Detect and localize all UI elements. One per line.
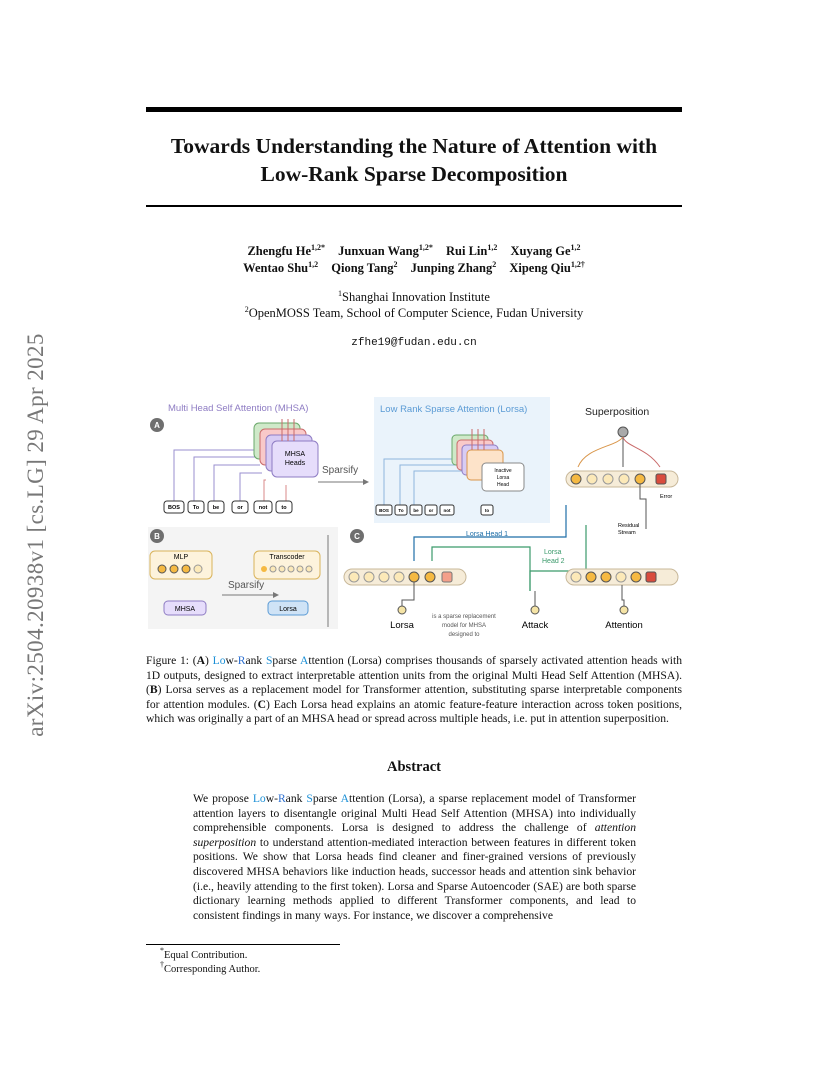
title-bottom-rule [146,205,682,207]
transcoder-label: Transcoder [269,554,305,561]
title-line-2: Low-Rank Sparse Decomposition [260,162,568,186]
token: or [428,508,434,513]
token: to [281,505,287,511]
mlp-label: MLP [173,554,189,561]
mhsa-heads-line1: MHSA [284,451,306,458]
inactive-line3: Head [497,482,509,488]
attack-label: Attack [521,620,549,631]
arxiv-id[interactable]: arXiv:2504.20938v1 [cs.LG] 29 Apr 2025 [23,333,48,737]
figure-caption: Figure 1: (A) Low-Rank Sparse Attention (Lorsa) comprises thousands of sparsely activated attention heads with 1D outputs, designed to extract interpretable attention units from the original Multi Head Self Attention (MHSA). (B) Lorsa serves as a replacement model for Transformer attention, substituting sparse interpretable components for attention modules. (C) Each Lorsa head explains an atomic feature-feature interaction across token positions, which was originally a part of an MHSA head or spread across multiple heads, i.e. put in attention superposition. [146,654,682,726]
panel-c-label: C [354,532,360,541]
lorsa-title: Low Rank Sparse Attention (Lorsa) [380,404,528,415]
panel-b-label: B [154,532,160,541]
mhsa-title: Multi Head Self Attention (MHSA) [168,403,309,414]
lorsa-bottom-label: Lorsa [390,620,414,631]
authors-row-1 [146,242,682,260]
sparsify-label-b: Sparsify [228,580,265,591]
lorsa-head2-line2: Head 2 [542,558,565,565]
residual-line1: Residual [618,523,640,529]
error-label: Error [660,494,673,500]
replacement-line2: model for MHSA [441,623,487,629]
superposition-title: Superposition [585,406,650,418]
footnote-corresponding: †Corresponding Author. [160,960,261,975]
panel-a [150,403,368,513]
token: be [413,508,419,513]
author: Rui Lin$^{1,2}$ [446,243,498,258]
lorsa-head-1: Lorsa Head 1 [466,531,509,538]
token: To [398,508,404,513]
title-line-1: Towards Understanding the Nature of Attention with [170,134,658,158]
token: To [192,505,200,511]
panel-b [148,527,338,629]
token: be [212,505,220,511]
mhsa-box-label: MHSA [174,606,196,613]
author: Wentao Shu$^{1,2}$ [243,260,319,275]
panel-superposition [566,406,678,536]
figure-1 [146,395,682,645]
token: BOS [379,508,389,513]
author: Qiong Tang$^2$ [331,260,398,275]
token: BOS [168,505,180,511]
replacement-line1: is a sparse replacement [432,614,496,620]
author: Junping Zhang$^2$ [410,260,497,275]
token: or [237,505,243,511]
footnote-rule [146,944,340,945]
token: to [484,508,490,513]
token: not [258,505,268,511]
mhsa-heads-line2: Heads [284,460,306,467]
attention-label: Attention [605,620,643,631]
arxiv-sidebar [16,300,56,770]
affiliation-2: $^2$OpenMOSS Team, School of Computer Science, Fudan University [244,305,584,320]
lorsa-head2-line1: Lorsa [544,549,562,556]
replacement-line3: designed to [448,632,480,638]
residual-line2: Stream [618,530,636,536]
inactive-line2: Lorsa [496,475,510,481]
sparsify-label: Sparsify [322,465,359,476]
author: Xipeng Qiu$^{1,2\dagger}$ [509,260,585,275]
abstract-body: We propose Low-Rank Sparse Attention (Lorsa), a sparse replacement model of Transformer attention layers to disentangle original Multi Head Self Attention (MHSA) into individually comprehensible components. Lorsa is designed to address the challenge of attention superposition to understand attention-mediated interaction between features in different token positions. We show that Lorsa heads find cleaner and finer-grained versions of previously discovered MHSA behaviors like induction heads, successor heads and attention sink behavior (i.e., heavily attending to the first token). Lorsa and Sparse Autoencoder (SAE) are both sparse dictionary learning methods applied to different Transformer components, and lead to consistent findings in many ways. For instance, we discover a comprehensive [193,792,636,922]
lorsa-box-label: Lorsa [279,606,297,613]
author: Junxuan Wang$^{1,2*}$ [338,243,433,258]
top-rule [146,107,682,112]
author: Xuyang Ge$^{1,2}$ [510,243,581,258]
footnote-equal: *Equal Contribution. [160,946,248,961]
authors-row-2 [146,259,682,277]
author: Zhengfu $He^{1,2*}$ [247,243,326,258]
affiliation-1: $^1$Shanghai Innovation Institute [338,289,490,304]
inactive-line1: Inactive [494,468,512,474]
panel-lorsa [374,397,550,523]
abstract-heading: Abstract [387,759,441,775]
panel-a-label: A [154,421,160,430]
email[interactable]: zfhe19@fudan.edu.cn [351,337,477,349]
paper-title [146,132,682,188]
token: not [443,508,451,513]
